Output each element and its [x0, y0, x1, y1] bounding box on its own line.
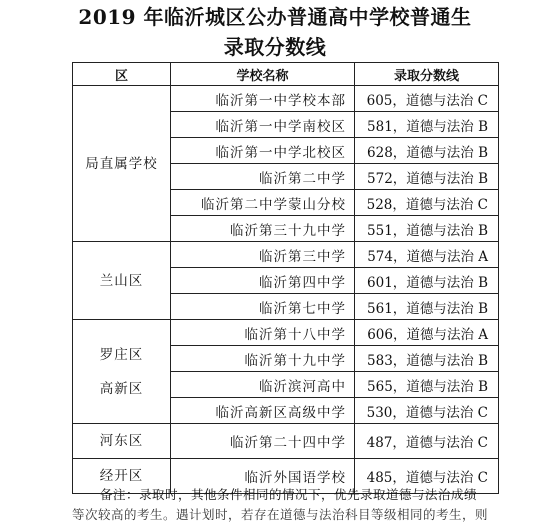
score-cell: 628，道德与法治 B [355, 138, 499, 164]
score-cell: 487，道德与法治 C [355, 424, 499, 459]
score-cell: 581，道德与法治 B [355, 112, 499, 138]
school-name-cell: 临沂高新区高级中学 [171, 398, 355, 424]
school-name-cell: 临沂第四中学 [171, 268, 355, 294]
page-title: 2019 年临沂城区公办普通高中学校普通生 [78, 5, 472, 29]
school-name-cell: 临沂第二十四中学 [171, 424, 355, 459]
district-cell [73, 86, 171, 242]
school-name-cell: 临沂第二中学 [171, 164, 355, 190]
district-name: 兰山区 [99, 272, 144, 289]
table-row [73, 320, 499, 346]
district-name: 高新区 [99, 380, 144, 397]
score-cell: 561，道德与法治 B [355, 294, 499, 320]
table-header-row [73, 63, 499, 86]
school-name-cell: 临沂第一中学南校区 [171, 112, 355, 138]
district-name: 罗庄区 [99, 346, 144, 363]
score-cell: 551，道德与法治 B [355, 216, 499, 242]
district-name: 河东区 [99, 433, 144, 449]
school-name-cell: 临沂第十九中学 [171, 346, 355, 372]
header-school-name: 学校名称 [171, 63, 355, 86]
district-cell [73, 424, 171, 459]
school-name-cell: 临沂第一中学校本部 [171, 86, 355, 112]
score-cell: 583，道德与法治 B [355, 346, 499, 372]
header-score: 录取分数线 [355, 63, 499, 86]
district-cell [73, 320, 171, 424]
table-row [73, 86, 499, 112]
school-name-cell: 临沂第三十九中学 [171, 216, 355, 242]
school-name-cell: 临沂第一中学北校区 [171, 138, 355, 164]
score-cell: 530，道德与法治 C [355, 398, 499, 424]
score-cell: 528，道德与法治 C [355, 190, 499, 216]
school-name-cell: 临沂外国语学校 [171, 459, 355, 494]
school-name-cell: 临沂滨河高中 [171, 372, 355, 398]
school-name-cell: 临沂第二中学蒙山分校 [171, 190, 355, 216]
score-cell: 574，道德与法治 A [355, 242, 499, 268]
footnote-continued: 等次较高的考生。遇计划时，若存在道德与法治科目等级相同的考生，则 [72, 507, 489, 522]
district-name: 局直属学校 [85, 155, 158, 172]
district-cell [73, 242, 171, 320]
footnote: 备注：录取时，其他条件相同的情况下，优先录取道德与法治成绩 [100, 487, 478, 502]
table-row [73, 424, 499, 459]
school-name-cell: 临沂第十八中学 [171, 320, 355, 346]
admission-score-table [72, 62, 499, 494]
score-cell: 601，道德与法治 B [355, 268, 499, 294]
table-row [73, 242, 499, 268]
score-cell: 565，道德与法治 B [355, 372, 499, 398]
score-cell: 606，道德与法治 A [355, 320, 499, 346]
school-name-cell: 临沂第七中学 [171, 294, 355, 320]
school-name-cell: 临沂第三中学 [171, 242, 355, 268]
score-cell: 572，道德与法治 B [355, 164, 499, 190]
score-cell: 485，道德与法治 C [355, 459, 499, 494]
score-cell: 605，道德与法治 C [355, 86, 499, 112]
page-subtitle: 录取分数线 [223, 35, 327, 59]
header-district: 区 [73, 63, 171, 86]
district-name: 经开区 [99, 468, 144, 484]
